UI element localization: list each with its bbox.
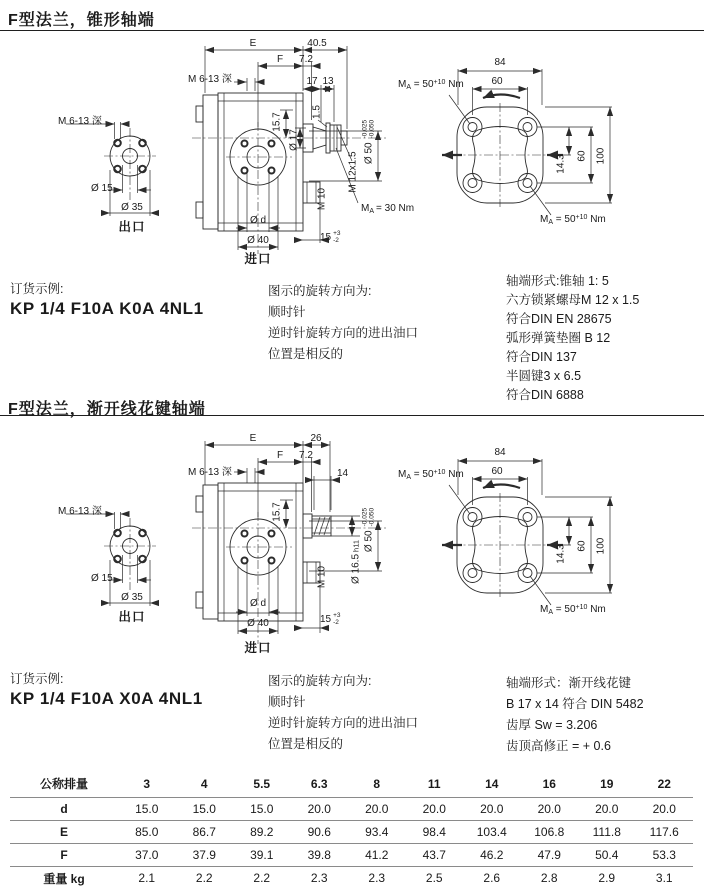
dim-d40: Ø 40	[247, 618, 269, 629]
rotation-note-line: 顺时针	[268, 695, 306, 709]
dim-rear-length: 26	[310, 433, 322, 444]
table-cell: 2.6	[483, 871, 501, 885]
dim-e: E	[249, 38, 257, 49]
table-cell: 86.7	[192, 825, 216, 839]
dim-outlet-pilot: Ø 35	[121, 592, 143, 603]
dim-d40: Ø 40	[247, 235, 269, 246]
table-cell: 85.0	[135, 825, 159, 839]
rotation-note-line: 顺时针	[268, 305, 306, 319]
table-cell: 2.8	[540, 871, 558, 885]
table-cell: 41.2	[365, 848, 389, 862]
torque-30-label: $M_A = 30$ Nm	[361, 203, 415, 215]
table-size: 6.3	[310, 776, 328, 791]
dim-f: F	[276, 54, 284, 65]
table-cell: 89.2	[250, 825, 274, 839]
shaft-note-line: 轴端形式:锥轴 1: 5	[506, 274, 609, 288]
table-cell: 111.8	[592, 825, 621, 839]
dim-dd: Ø d	[249, 215, 267, 226]
dim-60v: 60	[576, 150, 588, 162]
outlet-caption: 出口	[118, 220, 146, 234]
table-size: 16	[542, 776, 556, 791]
table-cell: 37.0	[135, 848, 159, 862]
section-1-title: F型法兰，锥形轴端	[8, 12, 155, 29]
table-cell: 90.6	[307, 825, 331, 839]
dim-100: 100	[595, 147, 607, 165]
table-cell: 15.0	[135, 802, 159, 816]
row-label: F	[60, 848, 68, 862]
shaft-note-line: 六方锁紧螺母M 12 x 1.5	[506, 293, 640, 307]
table-cell: 37.9	[192, 848, 216, 862]
dim-outlet-bore: Ø 15	[91, 183, 113, 194]
dim-84: 84	[494, 57, 506, 68]
shaft-note-line: 符合DIN 137	[506, 350, 577, 364]
table-row-weight	[10, 867, 693, 888]
outlet-caption: 出口	[118, 610, 146, 624]
table-row-e	[10, 821, 693, 844]
dim-e: E	[249, 433, 257, 444]
torque-50-bottom-label: $M_A = 50^{+10}$ Nm	[540, 604, 606, 616]
dim-f: F	[276, 450, 284, 461]
table-cell: 20.0	[537, 802, 561, 816]
table-cell: 20.0	[595, 802, 619, 816]
table-cell: 15.0	[192, 802, 216, 816]
table-cell: 20.0	[365, 802, 389, 816]
shaft-note-line: 轴端形式：渐开线花键	[506, 676, 632, 690]
dim-mount-thread: M 6-13 深	[188, 467, 232, 478]
table-cell: 98.4	[422, 825, 446, 839]
inlet-caption: 进口	[244, 252, 272, 266]
table-cell: 20.0	[480, 802, 504, 816]
table-size: 5.5	[253, 776, 271, 791]
dim-dd: Ø d	[249, 598, 267, 609]
table-cell: 93.4	[365, 825, 389, 839]
order-example-label: 订货示例:	[10, 282, 64, 296]
table-size: 11	[427, 776, 441, 791]
inlet-caption: 进口	[244, 641, 272, 655]
dim-gap: 1.5	[311, 105, 323, 119]
row-label: d	[60, 802, 68, 816]
table-size: 8	[373, 776, 381, 791]
table-size: 4	[200, 776, 208, 791]
dim-spline-length: 14	[337, 468, 349, 479]
table-cell: 117.6	[649, 825, 679, 839]
dim-60v: 60	[576, 540, 588, 552]
table-cell: 103.4	[476, 825, 507, 839]
order-example-code: KP 1/4 F10A X0A 4NL1	[10, 689, 203, 708]
shaft-note-line: 齿顶高修正 = + 0.6	[506, 739, 611, 753]
shaft-note-line: 弧形弹簧垫圈 B 12	[506, 331, 611, 345]
shaft-note-line: 半圆键3 x 6.5	[506, 369, 582, 383]
table-cell: 20.0	[422, 802, 446, 816]
dim-d17: Ø 17	[288, 129, 300, 151]
shaft-note-line: 符合DIN 6888	[506, 388, 584, 402]
table-row-d	[10, 798, 693, 821]
dim-m10: M 10	[316, 187, 328, 211]
dim-outlet-bore: Ø 15	[91, 573, 113, 584]
section-2-rule	[0, 415, 704, 416]
dim-off: 7.2	[299, 450, 313, 461]
table-size: 19	[600, 776, 614, 791]
dim-m10: M 10	[316, 565, 328, 589]
row-label: 重量 kg	[43, 871, 85, 886]
section-2-title: F型法兰，渐开线花键轴端	[8, 401, 206, 418]
dim-off: 7.2	[299, 54, 313, 65]
table-cell: 39.1	[250, 848, 274, 862]
table-cell: 20.0	[307, 802, 331, 816]
table-cell: 2.2	[195, 871, 213, 885]
shaft-note-line: 符合DIN EN 28675	[506, 312, 612, 326]
order-example-label: 订货示例:	[10, 672, 64, 686]
dim-depth: 15 +3 -2	[320, 230, 341, 245]
table-cell: 2.1	[138, 871, 156, 885]
table-cell: 50.4	[595, 848, 619, 862]
dim-mount-thread: M 6-13 深	[188, 74, 232, 85]
table-cell: 106.8	[534, 825, 565, 839]
dim-157: 15.7	[271, 112, 283, 132]
table-col-header: 公称排量	[39, 777, 88, 791]
displacement-table	[10, 770, 693, 888]
dim-m12: M 12x1.5	[347, 151, 359, 193]
dim-60: 60	[491, 466, 503, 477]
rotation-note-line: 图示的旋转方向为:	[268, 284, 372, 298]
rotation-note-line: 位置是相反的	[268, 347, 344, 361]
shaft-note-line: B 17 x 14 符合 DIN 5482	[506, 697, 644, 711]
table-cell: 46.2	[480, 848, 504, 862]
rotation-note-line: 位置是相反的	[268, 737, 344, 751]
section-1-rule	[0, 30, 704, 31]
table-cell: 15.0	[250, 802, 274, 816]
table-cell: 2.3	[368, 871, 386, 885]
torque-50-bottom-label: $M_A = 50^{+10}$ Nm	[540, 214, 606, 226]
torque-50-top-label: $M_A = 50^{+10}$ Nm	[398, 469, 464, 481]
shaft-note-line: 齿厚 Sw = 3.206	[506, 718, 598, 732]
row-label: E	[59, 825, 68, 839]
rotation-note-line: 逆时针旋转方向的进出油口	[268, 326, 419, 340]
torque-50-top-label: $M_A = 50^{+10}$ Nm	[398, 79, 464, 91]
dim-60: 60	[491, 76, 503, 87]
dim-rear-length: 40.5	[307, 38, 327, 49]
table-cell: 2.9	[598, 871, 616, 885]
dim-84: 84	[494, 447, 506, 458]
table-cell: 39.8	[307, 848, 331, 862]
table-cell: 43.7	[422, 848, 446, 862]
table-cell: 2.5	[425, 871, 443, 885]
table-header-row	[10, 770, 693, 798]
dim-143: 14.3	[555, 544, 567, 564]
table-cell: 2.2	[253, 871, 271, 885]
table-row-f	[10, 844, 693, 867]
table-cell: 47.9	[537, 848, 561, 862]
dim-outlet-pilot: Ø 35	[121, 202, 143, 213]
rotation-note-line: 逆时针旋转方向的进出油口	[268, 716, 419, 730]
dim-outlet-thread: M 6-13 深	[58, 116, 102, 127]
dim-157: 15.7	[271, 502, 283, 522]
dim-d50: Ø 50 -0.025 -0.050	[361, 119, 376, 165]
dim-seg-b: 13	[322, 76, 334, 87]
table-cell: 20.0	[652, 802, 676, 816]
dim-outlet-thread: M 6-13 深	[58, 506, 102, 517]
dim-d165: Ø 16.5 h11	[350, 540, 362, 584]
rotation-note-line: 图示的旋转方向为:	[268, 674, 372, 688]
dim-d50: Ø 50 -0.025 -0.050	[361, 507, 376, 553]
order-example-code: KP 1/4 F10A K0A 4NL1	[10, 299, 204, 318]
table-cell: 3.1	[655, 871, 673, 885]
dim-depth: 15 +3 -2	[320, 612, 341, 627]
table-cell: 2.3	[310, 871, 328, 885]
dim-100: 100	[595, 537, 607, 555]
dim-seg-a: 17	[306, 76, 318, 87]
dim-143: 14.3	[555, 154, 567, 174]
table-cell: 53.3	[652, 848, 676, 862]
table-size: 14	[485, 776, 499, 791]
table-size: 22	[657, 776, 671, 791]
table-size: 3	[143, 776, 151, 791]
